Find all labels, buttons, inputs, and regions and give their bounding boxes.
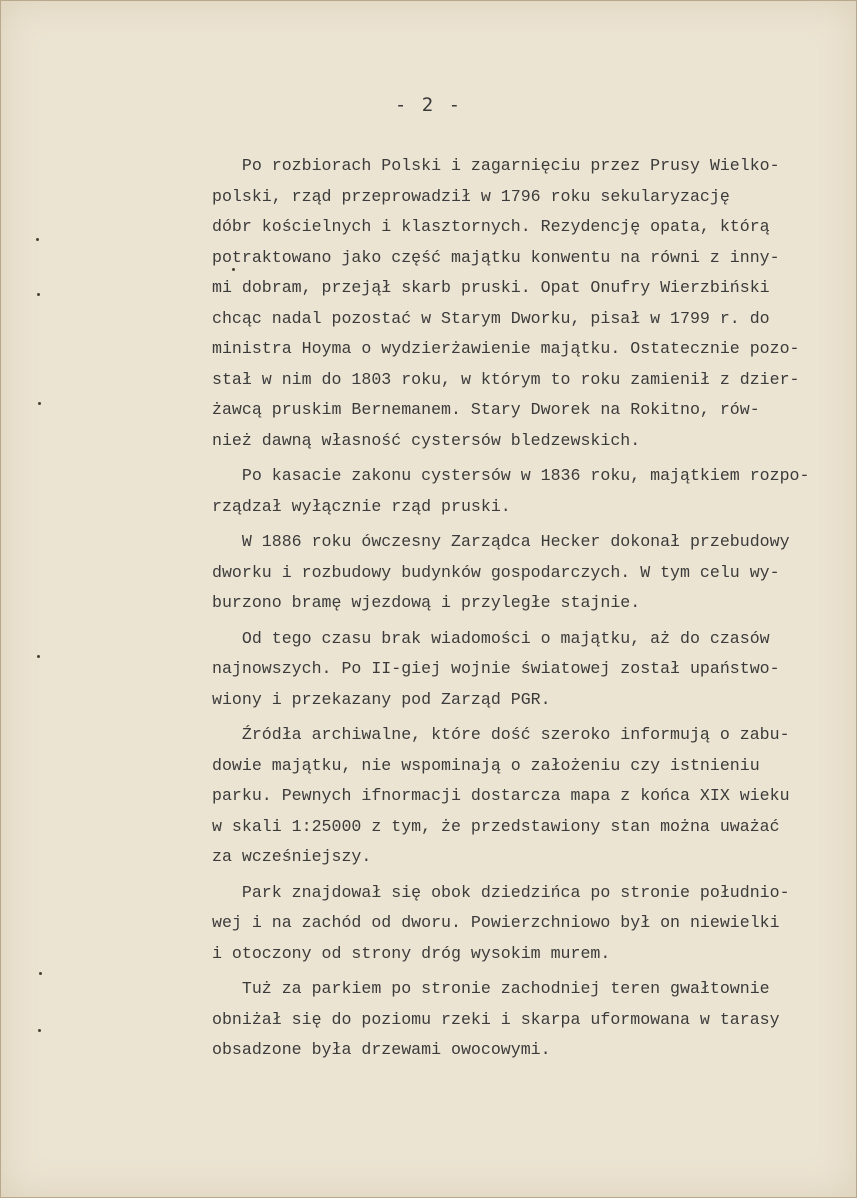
paragraph [212, 151, 832, 456]
paper-speck [38, 1029, 41, 1032]
text-line: nież dawną własność cystersów bledzewskich. [212, 430, 641, 450]
paper-speck [232, 268, 235, 271]
paper-speck [37, 655, 40, 658]
text-line: W 1886 roku ówczesny Zarządca Hecker dokonał przebudowy [212, 532, 790, 551]
text-line: obsadzone była drzewami owocowymi. [212, 1040, 551, 1059]
paper-speck [37, 293, 40, 296]
text-line: za wcześniejszy. [212, 847, 372, 866]
text-line: najnowszych. Po II-giej wojnie światowej został upaństwo- [212, 659, 780, 678]
text-line: Park znajdował się obok dziedzińca po stronie południo- [212, 882, 790, 902]
paper-speck [38, 402, 41, 405]
document-body [212, 151, 832, 1071]
text-line: Tuż za parkiem po stronie zachodniej teren gwałtownie [212, 979, 770, 998]
paragraph [212, 878, 832, 970]
text-line: w skali 1:25000 z tym, że przedstawiony stan można uważać [212, 816, 780, 836]
text-line: wej i na zachód od dworu. Powierzchniowo był on niewielki [212, 913, 780, 932]
text-line: ministra Hoyma o wydzierżawienie majątku. Ostatecznie pozo- [212, 339, 800, 358]
text-line: chcąc nadal pozostać w Starym Dworku, pisał w 1799 r. do [212, 308, 770, 328]
text-line: Po kasacie zakonu cystersów w 1836 roku, majątkiem rozpo- [212, 466, 810, 485]
text-line: i otoczony od strony dróg wysokim murem. [212, 943, 611, 963]
text-line: parku. Pewnych ifnormacji dostarcza mapa z końca XIX wieku [212, 786, 790, 805]
paragraph [212, 624, 832, 716]
text-line: dóbr kościelnych i klasztornych. Rezydencję opata, którą [212, 217, 770, 236]
text-line: wiony i przekazany pod Zarząd PGR. [212, 689, 551, 709]
paragraph [212, 720, 832, 873]
text-line: rządzał wyłącznie rząd pruski. [212, 496, 511, 516]
text-line: polski, rząd przeprowadził w 1796 roku sekularyzację [212, 186, 730, 206]
text-line: Po rozbiorach Polski i zagarnięciu przez Prusy Wielko- [212, 156, 780, 175]
text-line: dowie majątku, nie wspominają o założeniu czy istnieniu [212, 755, 760, 775]
paragraph [212, 527, 832, 619]
text-line: potraktowano jako część majątku konwentu na równi z inny- [212, 247, 780, 267]
paragraph [212, 461, 832, 522]
paragraph [212, 974, 832, 1066]
page-number: - 2 - [394, 94, 463, 116]
text-line: Źródła archiwalne, które dość szeroko informują o zabu- [212, 725, 790, 744]
text-line: dworku i rozbudowy budynków gospodarczych. W tym celu wy- [212, 562, 780, 582]
text-line: stał w nim do 1803 roku, w którym to roku zamienił z dzier- [212, 369, 800, 389]
text-line: Od tego czasu brak wiadomości o majątku, aż do czasów [212, 628, 770, 648]
paper-speck [39, 972, 42, 975]
text-line: mi dobram, przejął skarb pruski. Opat Onufry Wierzbiński [212, 278, 770, 297]
paper-speck [36, 238, 39, 241]
text-line: żawcą pruskim Bernemanem. Stary Dworek na Rokitno, rów- [212, 400, 760, 419]
text-line: burzono bramę wjezdową i przyległe stajnie. [212, 593, 641, 612]
text-line: obniżał się do poziomu rzeki i skarpa uformowana w tarasy [212, 1009, 780, 1029]
